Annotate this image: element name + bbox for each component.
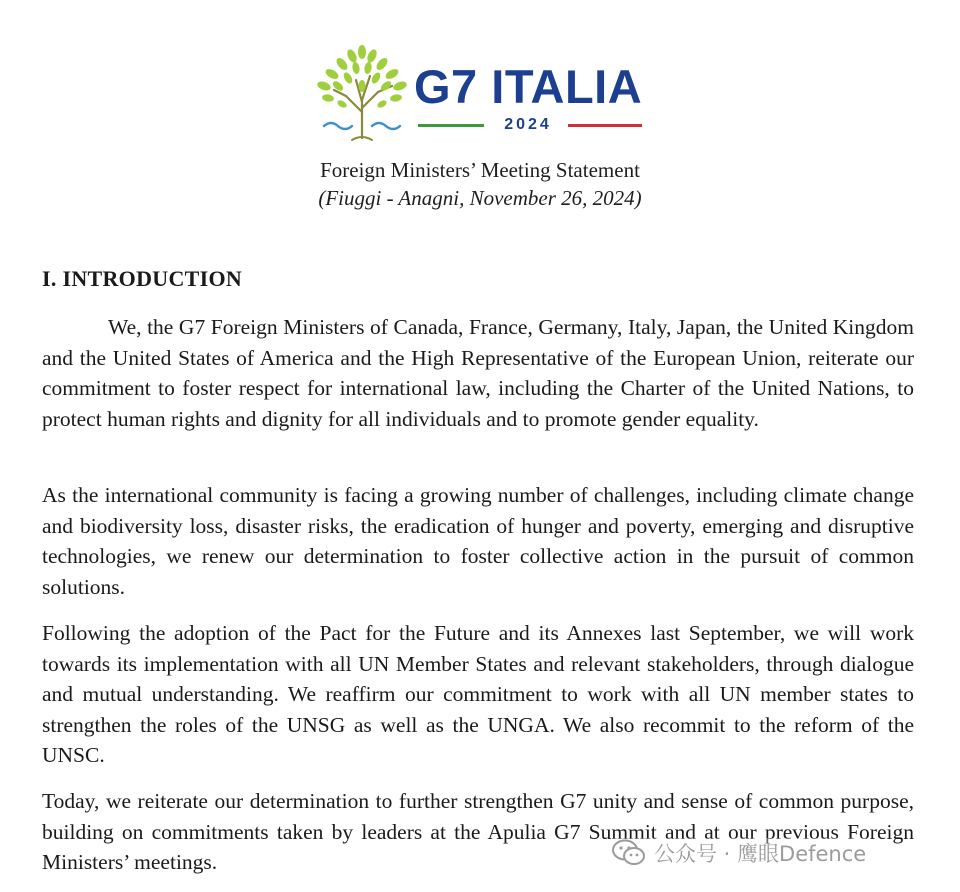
- logo-year-row: [418, 114, 642, 138]
- section-title: I. INTRODUCTION: [42, 266, 243, 291]
- paragraph-1: We, the G7 Foreign Ministers of Canada, France, Germany, Italy, Japan, the United Kingdom and the United States of America and the High Representative of the European Union, reiterate our commitment to foster respect for international law, including the Charter of the United Nations, to protect human rights and dignity for all individuals and to promote gender equality.: [42, 315, 914, 431]
- paragraph-3: Following the adoption of the Pact for the Future and its Annexes last September, we will work towards its implementation with all UN Member States and relevant stakeholders, through dialogue and mutual understanding. We reaffirm our commitment to work with all UN member states to strengthen the roles of the UNSG as well as the UNGA. We also recommit to the reform of the UNSC.: [42, 621, 914, 767]
- olive-tree-icon: [312, 40, 412, 148]
- wechat-watermark: [612, 838, 866, 868]
- logo-year: 2024: [504, 116, 552, 133]
- logo-green-line: [418, 124, 484, 127]
- logo-red-line: [568, 124, 642, 127]
- statement-subtitle: (Fiuggi - Anagni, November 26, 2024): [318, 186, 642, 210]
- logo-wordmark: G7 ITALIA: [414, 60, 643, 113]
- statement-title: Foreign Ministers’ Meeting Statement: [320, 158, 640, 182]
- g7-italia-logo: [312, 40, 652, 150]
- watermark-text: 公众号 · 鹰眼Defence: [654, 842, 867, 866]
- wechat-icon: [612, 839, 646, 867]
- paragraph-2: As the international community is facing a growing number of challenges, including climate change and biodiversity loss, disaster risks, the eradication of hunger and poverty, emerging and disruptive technologies, we renew our determination to foster collective action in the pursuit of common solutions.: [42, 483, 914, 599]
- paragraph-4: Today, we reiterate our determination to further strengthen G7 unity and sense of common purpose, building on commitments taken by leaders at the Apulia G7 Summit and at our previous Foreign Ministers’ meetings.: [42, 789, 914, 874]
